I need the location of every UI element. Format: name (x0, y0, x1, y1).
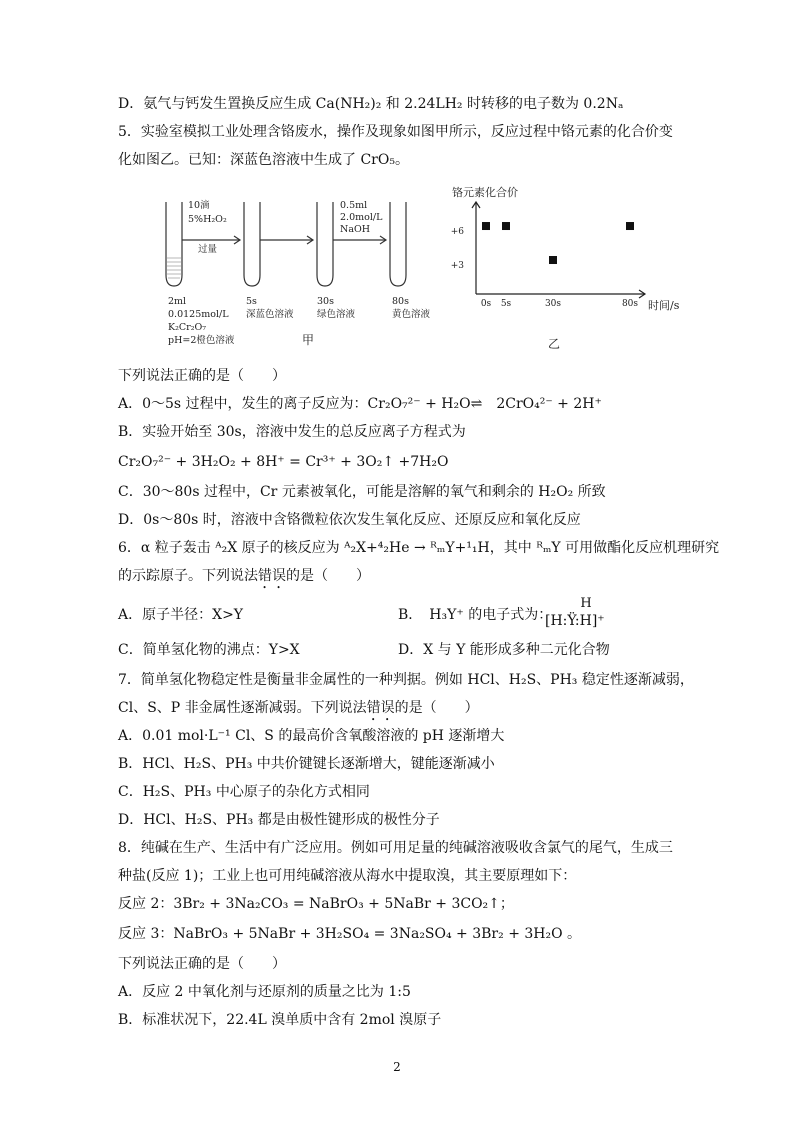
q8-stem-1: 8．纯碱在生产、生活中有广泛应用。例如可用足量的纯碱溶液吸收含氯气的尾气，生成三 (118, 840, 673, 856)
chart-point-30s (549, 256, 557, 264)
q7-option-b: B．HCl、H₂S、PH₃ 中共价键键长逐渐增大，键能逐渐减小 (118, 756, 495, 772)
q6-stem-2-emphasis: 错误 (258, 568, 286, 584)
q7-option-a: A．0.01 mol·L⁻¹ Cl、S 的最高价含氧酸溶液的 pH 逐渐增大 (118, 728, 505, 744)
jia-tube1-line1: 2ml (168, 296, 187, 307)
chart-xlabel: 时间/s (648, 299, 680, 312)
q7-stem-1: 7．简单氢化物稳定性是衡量非金属性的一种判据。例如 HCl、H₂S、PH₃ 稳定性逐渐减弱， (118, 672, 694, 688)
q5-option-b: B．实验开始至 30s，溶液中发生的总反应离子方程式为 (118, 424, 466, 440)
q7-option-c: C．H₂S、PH₃ 中心原子的杂化方式相同 (118, 784, 370, 800)
q8-stem-2: 种盐(反应 1)；工业上也可用纯碱溶液从海水中提取溴，其主要原理如下： (118, 868, 577, 884)
chart-ytick-3: +3 (450, 261, 464, 271)
q7-option-d: D．HCl、H₂S、PH₃ 都是由极性键形成的极性分子 (118, 812, 440, 828)
jia-tube1-line3: K₂Cr₂O₇ (168, 322, 207, 333)
q7-stem-2c: 的是（ ） (394, 700, 479, 716)
jia-tube2-time: 5s (246, 296, 257, 307)
jia-tube4-color: 黄色溶液 (392, 309, 431, 320)
jia-tube1-line2: 0.0125mol/L (168, 309, 229, 320)
chart-point-0s (482, 222, 490, 230)
jia-step1-line3: 过量 (198, 244, 218, 255)
chart-ylabel: 铬元素化合价 (452, 186, 518, 199)
q5-stem-2: 化如图乙。已知：深蓝色溶液中生成了 CrO₅。 (118, 152, 409, 168)
q6-option-c: C．简单氢化物的沸点：Y>X (118, 642, 300, 658)
jia-tube1-line4: pH=2橙色溶液 (168, 335, 235, 346)
q6-option-a: A．原子半径：X>Y (118, 607, 244, 623)
q5-option-b-equation: Cr₂O₇²⁻ + 3H₂O₂ + 8H⁺ = Cr³⁺ + 3O₂↑ +7H₂O (118, 454, 449, 470)
q6-stem-1: 6．α 粒子轰击 ᴬ₂X 原子的核反应为 ᴬ₂X+⁴₂He → ᴿₘY+¹₁H，其中 ᴿₘY 可用做酯化反应机理研究 (118, 540, 720, 556)
q8-option-b: B．标准状况下，22.4L 溴单质中含有 2mol 溴原子 (118, 1012, 442, 1028)
q5-stem-1: 5．实验室模拟工业处理含铬废水，操作及现象如图甲所示，反应过程中铬元素的化合价变 (118, 124, 673, 140)
q5-ask: 下列说法正确的是（ ） (118, 368, 286, 384)
chart-point-80s (626, 222, 634, 230)
jia-step1-line2: 5%H₂O₂ (188, 214, 227, 225)
q8-ask: 下列说法正确的是（ ） (118, 956, 286, 972)
q5-option-d: D．0s～80s 时，溶液中含铬微粒依次发生氧化反应、还原反应和氧化反应 (118, 512, 581, 528)
q5-option-c: C．30～80s 过程中，Cr 元素被氧化，可能是溶解的氧气和剩余的 H₂O₂ 所致 (118, 484, 606, 500)
figure-jia (160, 190, 460, 360)
q6-stem-2c: 的是（ ） (286, 568, 370, 584)
chart-figure-label: 乙 (548, 337, 561, 351)
q8-reaction-3: 反应 3：NaBrO₃ + 5NaBr + 3H₂SO₄ = 3Na₂SO₄ + 3Br₂ + 3H₂O 。 (118, 926, 582, 942)
jia-tube4-time: 80s (392, 296, 409, 307)
jia-step3-line1: 0.5ml (340, 200, 368, 211)
figure-yi-chart (440, 182, 700, 357)
q5-option-a: A．0～5s 过程中，发生的离子反应为：Cr₂O₇²⁻ + H₂O⇌ 2CrO₄²⁻ + 2H⁺ (118, 396, 602, 412)
q7-stem-2a: Cl、S、P 非金属性逐渐减弱。下列说法 (118, 700, 367, 716)
q6-electron-formula: [H:Ÿ:H]⁺ (545, 613, 605, 629)
q6-stem-2 (118, 566, 370, 592)
chart-ytick-6: +6 (450, 227, 464, 237)
q8-option-a: A．反应 2 中氧化剂与还原剂的质量之比为 1:5 (118, 984, 411, 1000)
q4-option-d: D．氨气与钙发生置换反应生成 Ca(NH₂)₂ 和 2.24LH₂ 时转移的电子数为 0.2Nₐ (118, 96, 624, 112)
chart-xtick-0s: 0s (480, 299, 492, 309)
jia-step1-line1: 10滴 (188, 200, 210, 211)
q7-stem-2-emphasis: 错误 (366, 700, 395, 716)
jia-step3-line2: 2.0mol/L (340, 212, 383, 223)
jia-figure-label: 甲 (302, 333, 315, 347)
chart-xtick-5s: 5s (500, 299, 512, 309)
q6-option-d: D．X 与 Y 能形成多种二元化合物 (398, 642, 610, 658)
jia-tube3-time: 30s (317, 296, 334, 307)
jia-step3-line3: NaOH (340, 224, 371, 235)
page-number: 2 (393, 1060, 401, 1074)
jia-tube2-color: 深蓝色溶液 (246, 309, 294, 320)
chart-xtick-30s: 30s (544, 299, 562, 309)
chart-point-5s (502, 222, 510, 230)
jia-tube3-color: 绿色溶液 (317, 309, 356, 320)
q6-stem-2a: 的示踪原子。下列说法 (118, 568, 258, 584)
q7-stem-2 (118, 698, 479, 724)
q8-reaction-2: 反应 2：3Br₂ + 3Na₂CO₃ = NaBrO₃ + 5NaBr + 3CO₂↑； (118, 896, 514, 912)
chart-xtick-80s: 80s (621, 299, 639, 309)
q6-option-b: B． H₃Y⁺ 的电子式为： (398, 607, 553, 623)
q6-formula-top-h: H (580, 596, 592, 611)
